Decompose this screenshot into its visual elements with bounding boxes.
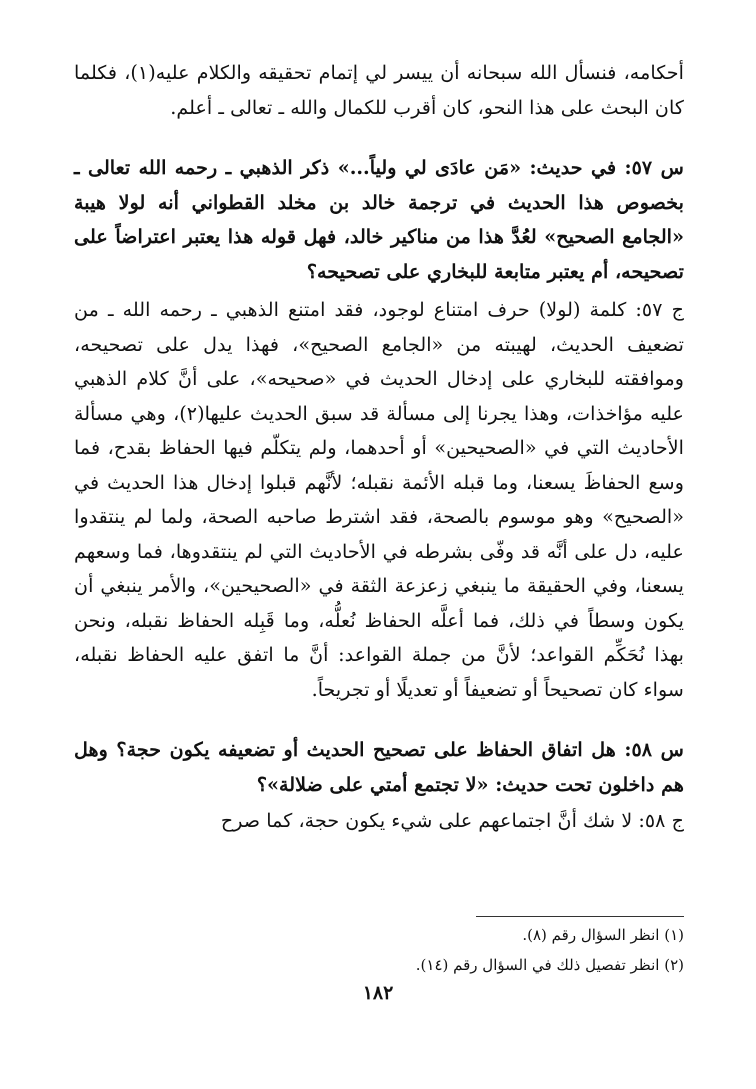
- footnote-separator: [476, 916, 684, 917]
- question-58: س ٥٨: هل اتفاق الحفاظ على تصحيح الحديث أو تضعيفه يكون حجة؟ وهل هم داخلون تحت حديث: «لا تجتمع أمتي على ضلالة»؟: [74, 738, 684, 796]
- answer-58: ج ٥٨: لا شك أنَّ اجتماعهم على شيء يكون حجة، كما صرح: [220, 809, 684, 832]
- page-number: ١٨٢: [362, 982, 394, 1004]
- footnote-1: (١) انظر السؤال رقم (٨).: [522, 926, 684, 944]
- intro-paragraph: أحكامه، فنسأل الله سبحانه أن ييسر لي إتمام تحقيقه والكلام عليه(١)، فكلما كان البحث على هذا النحو، كان أقرب للكمال والله ـ تعالى ـ أعلم.: [74, 61, 684, 119]
- footnote-2: (٢) انظر تفصيل ذلك في السؤال رقم (١٤).: [415, 956, 684, 974]
- footnotes: [74, 920, 684, 980]
- answer-57: ج ٥٧: كلمة (لولا) حرف امتناع لوجود، فقد امتنع الذهبي ـ رحمه الله ـ من تضعيف الحديث، لهيبته من «الجامع الصحيح»، فهذا يدل على تصحيحه، وموافقته للبخاري على إدخال الحديث في «صحيحه»، على أنَّ كلام الذهبي عليه مؤاخذات، وهذا يجرنا إلى مسألة قد سبق الحديث عليها(٢)، وهي مسألة الأحاديث التي في «الصحيحين» أو أحدهما، ولم يتكلّم فيها الحفاظ بقدح، فما وسع الحفاظَ يسعنا، وما قبله الأئمة نقبله؛ لأنَّهم قبلوا إدخال هذا الحديث في «الصحيح» وهو موسوم بالصحة، فقد اشترط صاحبه الصحة، ولما لم ينتقدوا عليه، دل على أنَّه قد وفّى بشرطه في الأحاديث التي لم ينتقدوها، فما وسعهم يسعنا، وفي الحقيقة ما ينبغي زعزعة الثقة في «الصحيحين»، والأمر ينبغي أن يكون وسطاً في ذلك، فما أعلَّه الحفاظ نُعلُّه، وما قَبِله الحفاظ نقبله، ونحن بهذا نُحَكِّم القواعد؛ لأنَّ من جملة القواعد: أنَّ ما اتفق عليه الحفاظ نقبله، سواء كان تصحيحاً أو تضعيفاً أو تعديلًا أو تجريحاً.: [74, 298, 684, 701]
- question-57: س ٥٧: في حديث: «مَن عادَى لي ولياً...» ذكر الذهبي ـ رحمه الله تعالى ـ بخصوص هذا الحديث في ترجمة خالد بن مخلد القطواني أنه لولا هيبة «الجامع الصحيح» لعُدَّ هذا من مناكير خالد، فهل قوله هذا يعتبر اعتراضاً على تصحيحه، أم يعتبر متابعة للبخاري على تصحيحه؟: [74, 156, 684, 283]
